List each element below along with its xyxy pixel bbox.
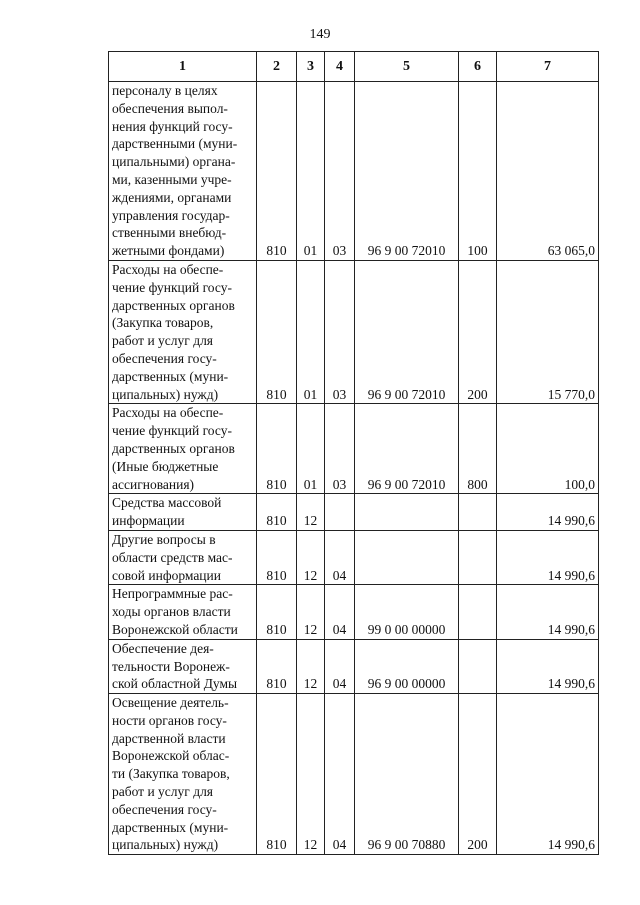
column-header: 5 xyxy=(355,52,459,82)
row-name: Расходы на обеспе- чение функций госу- дарственных органов (Иные бюджетные ассигнования) xyxy=(109,404,257,494)
table-header-row xyxy=(109,52,599,82)
cell-col3: 01 xyxy=(297,82,325,261)
table-row xyxy=(109,585,599,639)
cell-col5: 96 9 00 72010 xyxy=(355,82,459,261)
cell-col6: 100 xyxy=(459,82,497,261)
cell-col4: 03 xyxy=(325,260,355,403)
cell-col4: 03 xyxy=(325,404,355,494)
cell-col5: 96 9 00 72010 xyxy=(355,260,459,403)
cell-col7: 14 990,6 xyxy=(497,694,599,855)
column-header: 1 xyxy=(109,52,257,82)
cell-col3: 01 xyxy=(297,404,325,494)
row-name: Другие вопросы в области средств мас- совой информации xyxy=(109,530,257,584)
cell-col7: 14 990,6 xyxy=(497,530,599,584)
table-row xyxy=(109,639,599,693)
cell-col7: 14 990,6 xyxy=(497,639,599,693)
cell-col2: 810 xyxy=(257,260,297,403)
row-name: персоналу в целях обеспечения выпол- нения функций госу- дарственными (муни- ципальными) органа- ми, казенными учре- ждениями, органами управления государ- ственными внебюд- жетными фондами) xyxy=(109,82,257,261)
cell-col6 xyxy=(459,639,497,693)
cell-col5 xyxy=(355,494,459,531)
cell-col3: 12 xyxy=(297,694,325,855)
cell-col5: 96 9 00 00000 xyxy=(355,639,459,693)
cell-col3: 12 xyxy=(297,494,325,531)
cell-col4: 04 xyxy=(325,585,355,639)
cell-col4: 04 xyxy=(325,530,355,584)
cell-col5: 96 9 00 72010 xyxy=(355,404,459,494)
cell-col7: 63 065,0 xyxy=(497,82,599,261)
column-header: 6 xyxy=(459,52,497,82)
cell-col2: 810 xyxy=(257,494,297,531)
row-name: Средства массовой информации xyxy=(109,494,257,531)
row-name: Непрограммные рас- ходы органов власти Воронежской области xyxy=(109,585,257,639)
table-row xyxy=(109,694,599,855)
cell-col4: 04 xyxy=(325,639,355,693)
column-header: 2 xyxy=(257,52,297,82)
row-name: Обеспечение дея- тельности Воронеж- ской областной Думы xyxy=(109,639,257,693)
table-row xyxy=(109,260,599,403)
cell-col7: 100,0 xyxy=(497,404,599,494)
cell-col6 xyxy=(459,530,497,584)
cell-col2: 810 xyxy=(257,530,297,584)
cell-col6: 800 xyxy=(459,404,497,494)
table-row xyxy=(109,82,599,261)
page-number: 149 xyxy=(309,27,331,42)
cell-col2: 810 xyxy=(257,404,297,494)
cell-col5: 96 9 00 70880 xyxy=(355,694,459,855)
cell-col4: 03 xyxy=(325,82,355,261)
column-header: 7 xyxy=(497,52,599,82)
cell-col6: 200 xyxy=(459,260,497,403)
cell-col7: 15 770,0 xyxy=(497,260,599,403)
cell-col2: 810 xyxy=(257,585,297,639)
row-name: Освещение деятель- ности органов госу- дарственной власти Воронежской облас- ти (Закупка товаров, работ и услуг для обеспечения госу- дарственных (муни- ципальных) нужд) xyxy=(109,694,257,855)
cell-col7: 14 990,6 xyxy=(497,585,599,639)
cell-col2: 810 xyxy=(257,82,297,261)
column-header: 3 xyxy=(297,52,325,82)
cell-col3: 01 xyxy=(297,260,325,403)
cell-col5 xyxy=(355,530,459,584)
table-row xyxy=(109,404,599,494)
cell-col6 xyxy=(459,585,497,639)
table-row xyxy=(109,530,599,584)
cell-col2: 810 xyxy=(257,639,297,693)
row-name: Расходы на обеспе- чение функций госу- дарственных органов (Закупка товаров, работ и услуг для обеспечения госу- дарственных (муни- ципальных) нужд) xyxy=(109,260,257,403)
cell-col6 xyxy=(459,494,497,531)
cell-col3: 12 xyxy=(297,530,325,584)
cell-col5: 99 0 00 00000 xyxy=(355,585,459,639)
cell-col3: 12 xyxy=(297,585,325,639)
column-header: 4 xyxy=(325,52,355,82)
table-row xyxy=(109,494,599,531)
cell-col3: 12 xyxy=(297,639,325,693)
cell-col4: 04 xyxy=(325,694,355,855)
budget-table xyxy=(108,51,599,855)
cell-col7: 14 990,6 xyxy=(497,494,599,531)
cell-col2: 810 xyxy=(257,694,297,855)
cell-col6: 200 xyxy=(459,694,497,855)
cell-col4 xyxy=(325,494,355,531)
